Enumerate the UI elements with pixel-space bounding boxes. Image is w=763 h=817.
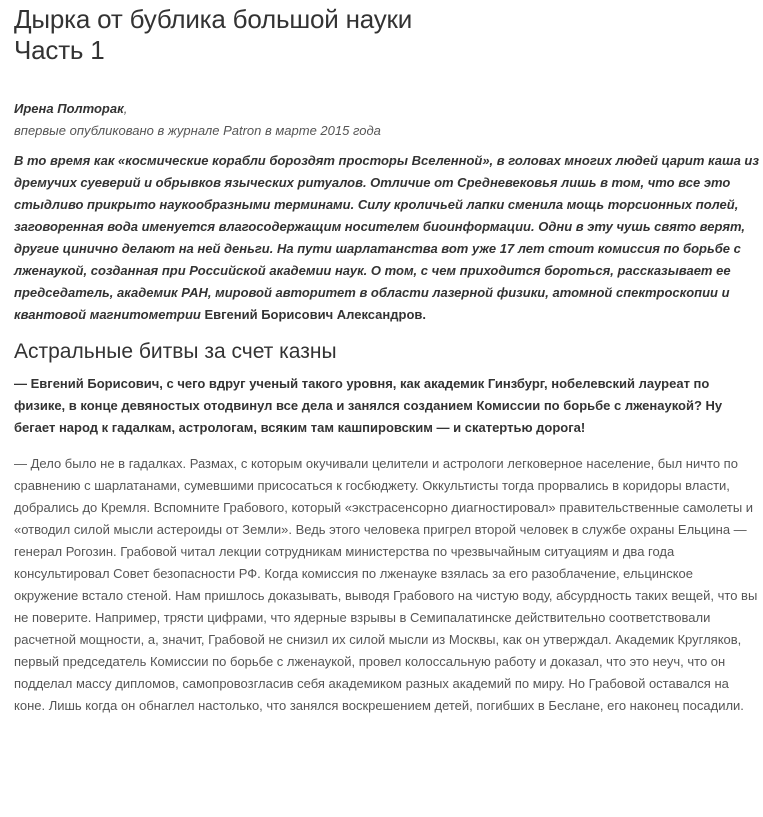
- byline: [14, 98, 759, 142]
- lead-text: В то время как «космические корабли бороздят просторы Вселенной», в головах многих людей царит каша из дремучих суеверий и обрывков языческих ритуалов. Отличие от Средневековья лишь в том, что все это стыдливо прикрыто наукообразными терминами. Силу кроличьей лапки сменила мощь торсионных полей, заговоренная вода именуется влагосодержащим носителем биоинформации. Одни в эту чушь свято верят, другие цинично делают на ней деньги. На пути шарлатанства вот уже 17 лет стоит комиссия по борьбе с лженаукой, созданная при Российской академии наук. О том, с чем приходится бороться, рассказывает ее председатель, академик РАН, мировой авторитет в области лазерной физики, атомной спектроскопии и квантовой магнитометрии: [14, 153, 759, 322]
- author-separator: ,: [123, 101, 128, 116]
- publication-note: впервые опубликовано в журнале Patron в марте 2015 года: [14, 123, 381, 138]
- page-title: [14, 4, 759, 66]
- lead-name: Евгений Борисович Александров.: [204, 307, 426, 322]
- interview-question: — Евгений Борисович, с чего вдруг ученый такого уровня, как академик Гинзбург, нобелевский лауреат по физике, в конце девяностых отодвинул все дела и занялся созданием Комиссии по борьбе с лженаукой? Ну бегает народ к гадалкам, астрологам, всяким там кашпировским — и скатертью дорога!: [14, 376, 723, 435]
- interview-answer: — Дело было не в гадалках. Размах, с которым окучивали целители и астрологи легковерное население, был ничто по сравнению с шарлатанами, сумевшими присосаться к госбюджету. Оккультисты тогда прорвались в коридоры власти, добрались до Кремля. Вспомните Грабового, который «экстрасенсорно диагностировал» правительственные самолеты и «отводил силой мысли астероиды от Земли». Ведь этого человека пригрел второй человек в службе охраны Ельцина — генерал Рогозин. Грабовой читал лекции сотрудникам министерства по чрезвычайным ситуациям и два года консультировал Совет безопасности РФ. Когда комиссия по лженауке взялась за его разоблачение, ельцинское окружение встало стеной. Нам пришлось доказывать, выводя Грабового на чистую воду, абсурдность таких вещей, что вы не поверите. Например, трясти цифрами, что ядерные взрывы в Семипалатинске действительно соответствовали расчетной мощности, а, значит, Грабовой не снизил их силой мысли из Москвы, как он утверждал. Академик Кругляков, первый председатель Комиссии по борьбе с лженаукой, провел колоссальную работу и доказал, что это неуч, что он подделал массу дипломов, самопровозгласив себя академиком разных академий по миру. Но Грабовой оставался на коне. Лишь когда он обнаглел настолько, что занялся воскрешением детей, погибших в Беслане, его наконец посадили.: [14, 456, 758, 713]
- author-name: Ирена Полторак: [14, 101, 124, 116]
- lead-paragraph: [14, 150, 759, 326]
- title-line-1: Дырка от бублика большой науки: [14, 4, 413, 34]
- title-line-2: Часть 1: [14, 35, 105, 65]
- article: [14, 0, 759, 717]
- section-heading: Астральные битвы за счет казны: [14, 340, 337, 363]
- author-line: [14, 98, 759, 120]
